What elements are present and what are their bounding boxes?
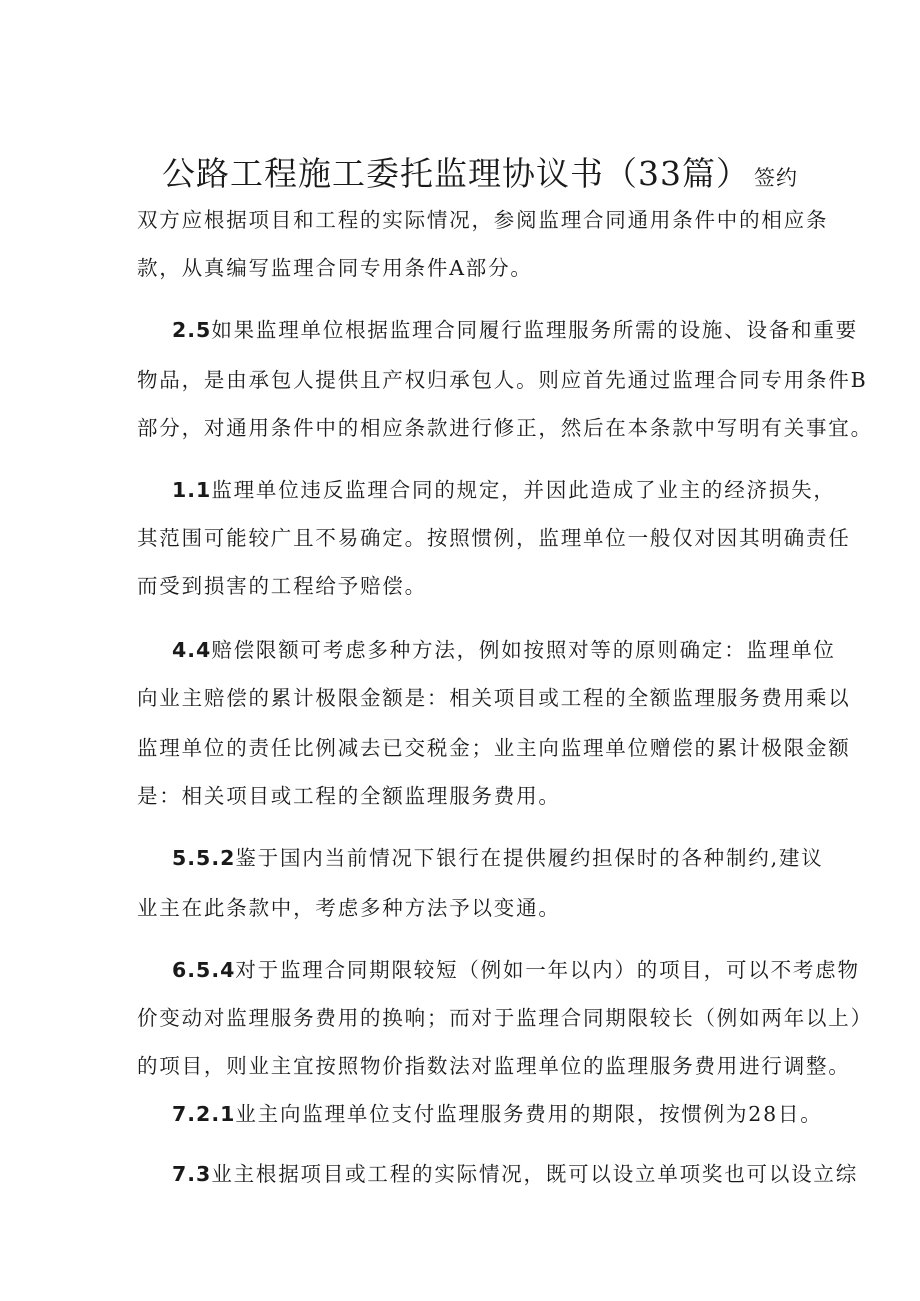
title-text: 公路工程施工委托监理协议书（33篇） xyxy=(162,154,750,193)
intro-line-1: 双方应根据项目和工程的实际情况，参阅监理合同通用条件中的相应条 xyxy=(137,208,829,232)
paragraph-2-5-line-1 xyxy=(172,318,858,342)
paragraph-2-5-line-3: 部分，对通用条件中的相应条款进行修正，然后在本条款中写明有关事宜。 xyxy=(137,416,873,440)
paragraph-1-1-line-1 xyxy=(172,478,836,502)
paragraph-7-2-1-line-1 xyxy=(172,1102,823,1126)
paragraph-7-3-line-1 xyxy=(172,1162,858,1186)
paragraph-1-1-line-3: 而受到损害的工程给予赔偿。 xyxy=(137,574,427,598)
paragraph-6-5-4-line-2: 价变动对监理服务费用的换响；而对于监理合同期限较长（例如两年以上） xyxy=(137,1006,873,1030)
paragraph-5-5-2-line-2: 业主在此条款中，考虑多种方法予以变通。 xyxy=(137,896,561,920)
clause-number: 1.1 xyxy=(172,478,212,502)
title-tail-text: 签约 xyxy=(754,166,798,190)
clause-number: 2.5 xyxy=(172,318,212,342)
intro-line-2: 款，从真编写监理合同专用条件A部分。 xyxy=(137,256,533,280)
clause-text: 业主根据项目或工程的实际情况，既可以设立单项奖也可以设立综 xyxy=(211,1162,859,1186)
clause-text: 对于监理合同期限较短（例如一年以内）的项目，可以不考虑物 xyxy=(235,958,860,982)
clause-number: 6.5.4 xyxy=(172,958,236,982)
paragraph-5-5-2-line-1 xyxy=(172,846,824,870)
paragraph-2-5-line-2: 物品，是由承包人提供且产权归承包人。则应首先通过监理合同专用条件B xyxy=(137,368,868,392)
clause-number: 5.5.2 xyxy=(172,846,236,870)
document-title xyxy=(162,148,798,195)
paragraph-6-5-4-line-3: 的项目，则业主宜按照物价指数法对监理单位的监理服务费用进行调整。 xyxy=(137,1054,851,1078)
clause-text: 赔偿限额可考虑多种方法，例如按照对等的原则确定：监理单位 xyxy=(211,638,836,662)
clause-text: 如果监理单位根据监理合同履行监理服务所需的设施、设备和重要 xyxy=(211,318,859,342)
paragraph-4-4-line-3: 监理单位的责任比例减去已交税金；业主向监理单位赠偿的累计极限金额 xyxy=(137,736,851,760)
clause-number: 7.3 xyxy=(172,1162,212,1186)
paragraph-6-5-4-line-1 xyxy=(172,958,860,982)
paragraph-1-1-line-2: 其范围可能较广且不易确定。按照惯例，监理单位一般仅对因其明确责任 xyxy=(137,526,851,550)
paragraph-4-4-line-4: 是：相关项目或工程的全额监理服务费用。 xyxy=(137,784,561,808)
clause-number: 4.4 xyxy=(172,638,212,662)
clause-text: 业主向监理单位支付监理服务费用的期限，按惯例为28日。 xyxy=(235,1102,823,1126)
paragraph-4-4-line-1 xyxy=(172,638,836,662)
clause-number: 7.2.1 xyxy=(172,1102,236,1126)
paragraph-4-4-line-2: 向业主赔偿的累计极限金额是：相关项目或工程的全额监理服务费用乘以 xyxy=(137,686,851,710)
clause-text: 鉴于国内当前情况下银行在提供履约担保时的各种制约,建议 xyxy=(235,846,824,870)
clause-text: 监理单位违反监理合同的规定，并因此造成了业主的经济损失， xyxy=(211,478,836,502)
